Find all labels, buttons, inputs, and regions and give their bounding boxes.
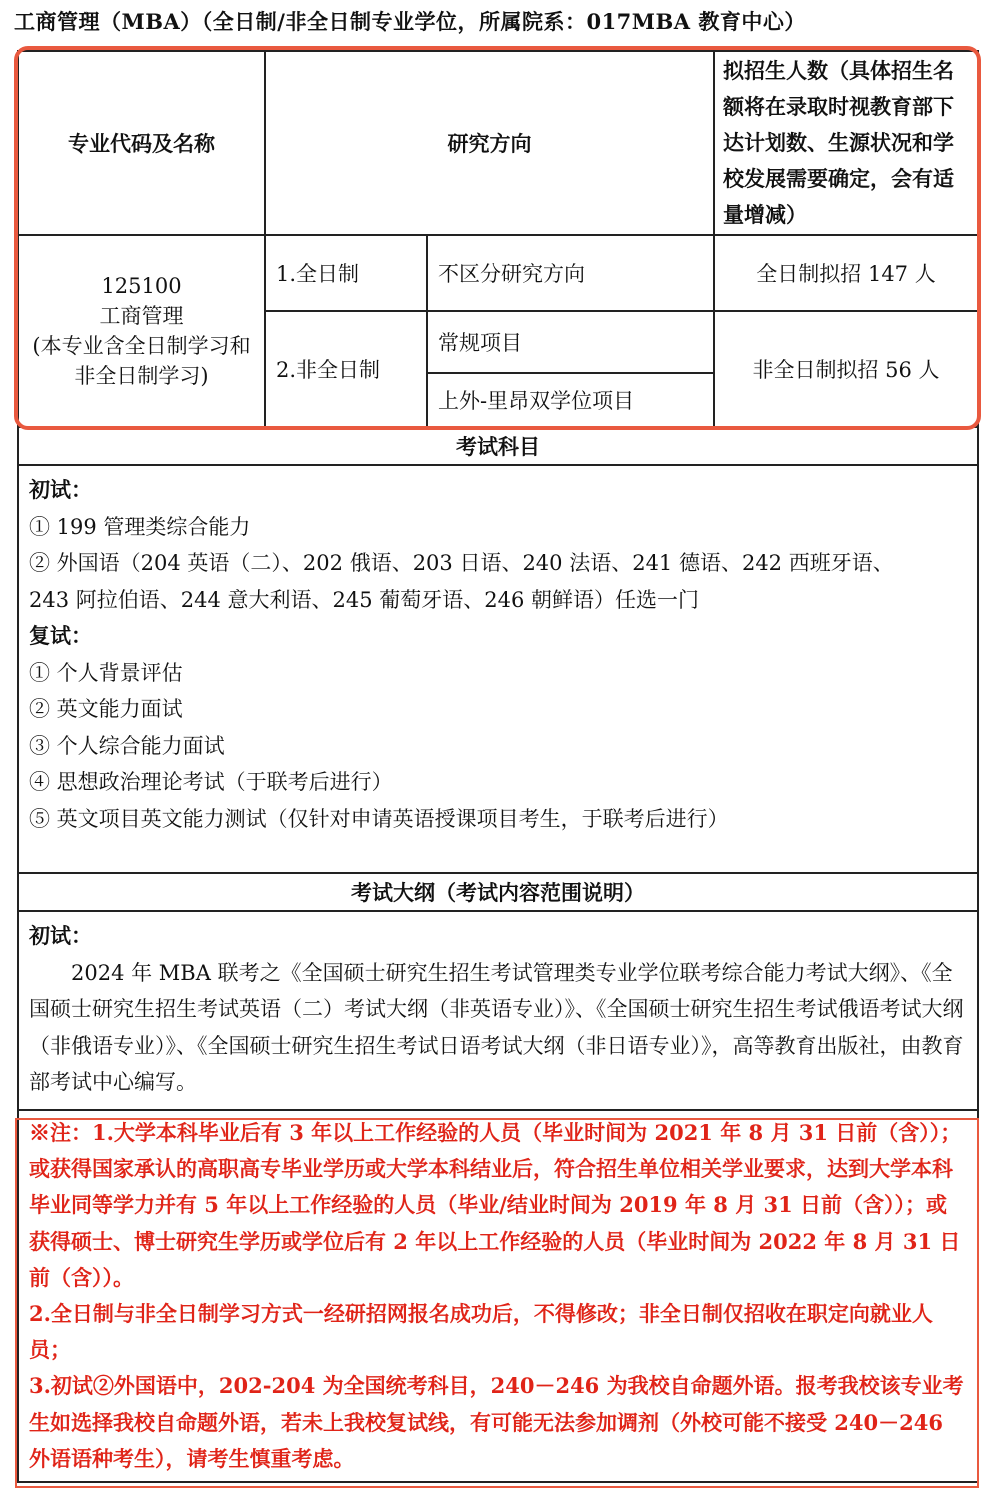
page-title: 工商管理（MBA）（全日制/非全日制专业学位，所属院系：017MBA 教育中心）: [14, 9, 806, 34]
prelim-item: 243 阿拉伯语、244 意大利语、245 葡萄牙语、246 朝鲜语）任选一门: [29, 587, 700, 612]
major-cell: [18, 235, 265, 427]
retest-item: ④ 思想政治理论考试（于联考后进行）: [29, 770, 393, 794]
exam-subjects-body: [18, 465, 978, 873]
retest-item: ⑤ 英文项目英文能力测试（仅针对申请英语授课项目考生，于联考后进行）: [29, 806, 729, 831]
major-note: (本专业含全日制学习和非全日制学习): [32, 334, 251, 388]
retest-item: ③ 个人综合能力面试: [29, 733, 225, 758]
exam-subjects-row: [18, 465, 978, 873]
direction-regular: 常规项目: [427, 311, 714, 373]
syllabus-prelim-label: 初试：: [29, 923, 92, 948]
notes-row: [18, 1110, 978, 1482]
note-2: 2.全日制与非全日制学习方式一经研招网报名成功后，不得修改；非全日制仅招收在职定向就业人员；: [29, 1301, 933, 1363]
plan-parttime: 非全日制拟招 56 人: [714, 311, 978, 427]
mode-parttime: 2.非全日制: [265, 311, 427, 427]
major-name: 工商管理: [99, 304, 184, 328]
direction-lyon-dual: 上外-里昂双学位项目: [427, 373, 714, 427]
fulltime-row: [18, 235, 978, 311]
direction-fulltime: 不区分研究方向: [427, 235, 714, 311]
syllabus-row: [18, 911, 978, 1110]
header-plan: 拟招生人数（具体招生名额将在录取时视教育部下达计划数、生源状况和学校发展需要确定，会有适量增减）: [714, 51, 978, 235]
prelim-label: 初试：: [29, 477, 92, 502]
syllabus-text: 2024 年 MBA 联考之《全国硕士研究生招生考试管理类专业学位联考综合能力考试大纲》、《全国硕士研究生招生考试英语（二）考试大纲（非英语专业）》、《全国硕士研究生招生考试俄语考试大纲（非俄语专业）》、《全国硕士研究生招生考试日语考试大纲（非日语专业）》，高等教育出版社，由教育部考试中心编写。: [29, 960, 964, 1094]
admission-table: [17, 50, 979, 1483]
header-row: [18, 51, 978, 235]
major-code: 125100: [101, 274, 182, 298]
retest-item: ② 英文能力面试: [29, 697, 183, 721]
header-major: 专业代码及名称: [18, 51, 265, 235]
prelim-item: ② 外国语（204 英语（二）、202 俄语、203 日语、240 法语、241 德语、242 西班牙语、: [29, 551, 894, 575]
note-1: ※注：1.大学本科毕业后有 3 年以上工作经验的人员（毕业时间为 2021 年 8 月 31 日前（含））；或获得国家承认的高职高专毕业学历或大学本科结业后，符合招生单位相关学业要求，达到大学本科毕业同等学力并有 5 年以上工作经验的人员（毕业/结业时间为 2019 年 8 月 31 日前（含））；或获得硕士、博士研究生学历或学位后有 2 年以上工作经验的人员（毕业时间为 2022 年 8 月 31 日前（含））。: [29, 1120, 962, 1290]
retest-item: ① 个人背景评估: [29, 660, 183, 685]
note-3: 3.初试②外国语中，202-204 为全国统考科目，240－246 为我校自命题外语。报考我校该专业考生如选择我校自命题外语，若未上我校复试线，有可能无法参加调剂（外校可能不接受 240－246 外语语种考生），请考生慎重考虑。: [29, 1373, 964, 1471]
prelim-item: ① 199 管理类综合能力: [29, 514, 251, 539]
syllabus-body: [18, 911, 978, 1110]
plan-fulltime: 全日制拟招 147 人: [714, 235, 978, 311]
header-direction: 研究方向: [265, 51, 714, 235]
syllabus-title: 考试大纲（考试内容范围说明）: [18, 873, 978, 911]
notes-body: [18, 1110, 978, 1482]
exam-subjects-title-row: [18, 427, 978, 465]
retest-label: 复试：: [29, 623, 92, 648]
syllabus-title-row: [18, 873, 978, 911]
exam-subjects-title: 考试科目: [18, 427, 978, 465]
mode-fulltime: 1.全日制: [265, 235, 427, 311]
